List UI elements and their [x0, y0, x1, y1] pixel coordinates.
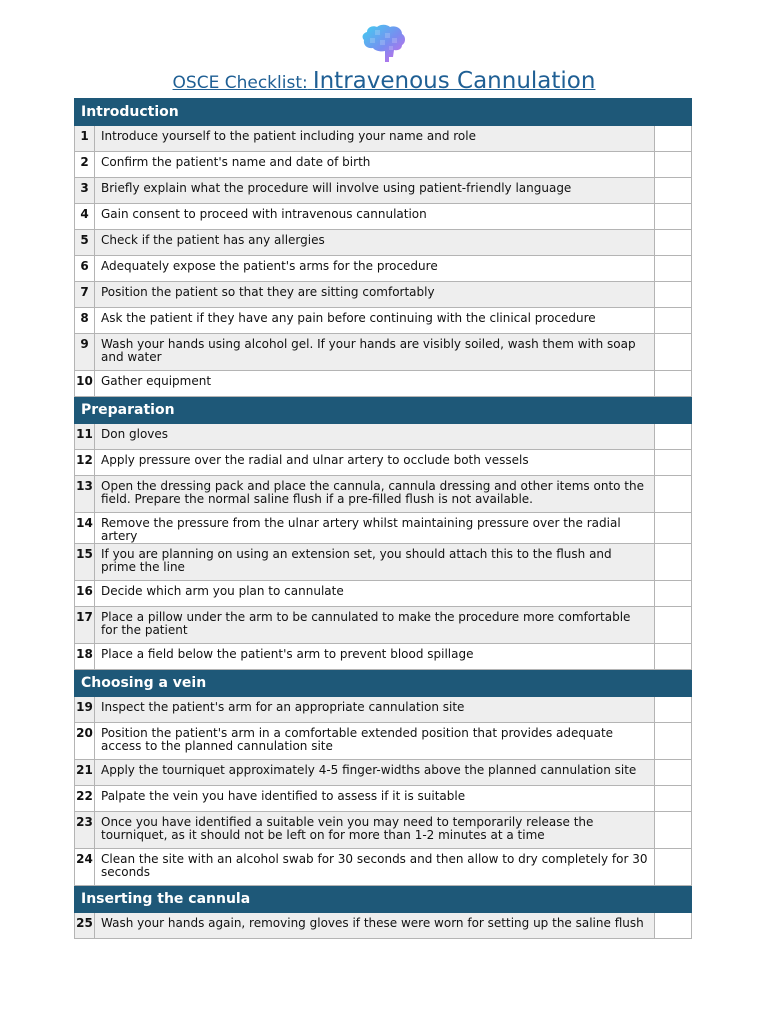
item-number: 17	[75, 607, 95, 644]
checklist-row	[75, 204, 692, 230]
checklist-row	[75, 644, 692, 670]
item-text: Introduce yourself to the patient including your name and role	[95, 126, 655, 152]
item-text: Apply pressure over the radial and ulnar artery to occlude both vessels	[95, 450, 655, 476]
checklist-table	[74, 98, 692, 939]
item-text: Gather equipment	[95, 371, 655, 397]
section-header	[75, 670, 692, 697]
score-checkbox[interactable]	[655, 812, 692, 849]
item-number: 20	[75, 723, 95, 760]
item-text: Place a field below the patient's arm to prevent blood spillage	[95, 644, 655, 670]
item-number: 13	[75, 476, 95, 513]
score-checkbox[interactable]	[655, 282, 692, 308]
score-checkbox[interactable]	[655, 697, 692, 723]
score-checkbox[interactable]	[655, 786, 692, 812]
item-number: 24	[75, 849, 95, 886]
item-text: Clean the site with an alcohol swab for 30 seconds and then allow to dry completely for 30 seconds	[95, 849, 655, 886]
checklist-row	[75, 256, 692, 282]
item-text: Inspect the patient's arm for an appropriate cannulation site	[95, 697, 655, 723]
section-header	[75, 886, 692, 913]
score-checkbox[interactable]	[655, 371, 692, 397]
item-text: Apply the tourniquet approximately 4-5 finger-widths above the planned cannulation site	[95, 760, 655, 786]
score-checkbox[interactable]	[655, 544, 692, 581]
score-checkbox[interactable]	[655, 849, 692, 886]
item-number: 16	[75, 581, 95, 607]
score-checkbox[interactable]	[655, 723, 692, 760]
item-number: 22	[75, 786, 95, 812]
item-number: 1	[75, 126, 95, 152]
item-text: Confirm the patient's name and date of birth	[95, 152, 655, 178]
item-text: Remove the pressure from the ulnar artery whilst maintaining pressure over the radial artery	[95, 513, 655, 544]
section-header	[75, 99, 692, 126]
checklist-row	[75, 849, 692, 886]
item-number: 2	[75, 152, 95, 178]
item-number: 6	[75, 256, 95, 282]
checklist-row	[75, 513, 692, 544]
item-text: Briefly explain what the procedure will involve using patient-friendly language	[95, 178, 655, 204]
item-number: 21	[75, 760, 95, 786]
checklist-row	[75, 308, 692, 334]
checklist-row	[75, 476, 692, 513]
item-text: Check if the patient has any allergies	[95, 230, 655, 256]
checklist-row	[75, 581, 692, 607]
score-checkbox[interactable]	[655, 178, 692, 204]
item-number: 4	[75, 204, 95, 230]
item-text: Place a pillow under the arm to be cannulated to make the procedure more comfortable for the patient	[95, 607, 655, 644]
item-number: 11	[75, 424, 95, 450]
item-number: 19	[75, 697, 95, 723]
item-number: 12	[75, 450, 95, 476]
item-text: Adequately expose the patient's arms for the procedure	[95, 256, 655, 282]
item-text: If you are planning on using an extension set, you should attach this to the flush and prime the line	[95, 544, 655, 581]
item-text: Once you have identified a suitable vein you may need to temporarily release the tourniquet, as it should not be left on for more than 1-2 minutes at a time	[95, 812, 655, 849]
item-text: Gain consent to proceed with intravenous cannulation	[95, 204, 655, 230]
checklist-row	[75, 334, 692, 371]
score-checkbox[interactable]	[655, 644, 692, 670]
item-text: Wash your hands using alcohol gel. If your hands are visibly soiled, wash them with soap and water	[95, 334, 655, 371]
item-number: 14	[75, 513, 95, 544]
item-number: 5	[75, 230, 95, 256]
score-checkbox[interactable]	[655, 204, 692, 230]
score-checkbox[interactable]	[655, 513, 692, 544]
item-number: 15	[75, 544, 95, 581]
brain-logo-icon	[361, 24, 407, 64]
checklist-row	[75, 230, 692, 256]
score-checkbox[interactable]	[655, 760, 692, 786]
score-checkbox[interactable]	[655, 450, 692, 476]
checklist-row	[75, 786, 692, 812]
score-checkbox[interactable]	[655, 476, 692, 513]
score-checkbox[interactable]	[655, 126, 692, 152]
checklist-row	[75, 812, 692, 849]
score-checkbox[interactable]	[655, 334, 692, 371]
item-number: 3	[75, 178, 95, 204]
checklist-row	[75, 371, 692, 397]
checklist-row	[75, 178, 692, 204]
checklist-row	[75, 152, 692, 178]
checklist-row	[75, 607, 692, 644]
section-title: Introduction	[75, 99, 692, 126]
item-number: 7	[75, 282, 95, 308]
title-main: Intravenous Cannulation	[312, 68, 596, 94]
page-title	[0, 68, 768, 94]
section-title: Preparation	[75, 397, 692, 424]
score-checkbox[interactable]	[655, 152, 692, 178]
item-number: 18	[75, 644, 95, 670]
item-text: Decide which arm you plan to cannulate	[95, 581, 655, 607]
item-number: 23	[75, 812, 95, 849]
item-text: Open the dressing pack and place the cannula, cannula dressing and other items onto the field. Prepare the normal saline flush if a pre-filled flush is not available.	[95, 476, 655, 513]
checklist-row	[75, 697, 692, 723]
item-text: Position the patient so that they are sitting comfortably	[95, 282, 655, 308]
checklist-row	[75, 450, 692, 476]
checklist-row	[75, 424, 692, 450]
checklist-row	[75, 126, 692, 152]
score-checkbox[interactable]	[655, 256, 692, 282]
item-number: 8	[75, 308, 95, 334]
section-title: Inserting the cannula	[75, 886, 692, 913]
score-checkbox[interactable]	[655, 607, 692, 644]
item-number: 9	[75, 334, 95, 371]
score-checkbox[interactable]	[655, 913, 692, 939]
checklist-row	[75, 282, 692, 308]
item-text: Wash your hands again, removing gloves if these were worn for setting up the saline flush	[95, 913, 655, 939]
section-title: Choosing a vein	[75, 670, 692, 697]
score-checkbox[interactable]	[655, 581, 692, 607]
item-number: 25	[75, 913, 95, 939]
score-checkbox[interactable]	[655, 230, 692, 256]
title-prefix: OSCE Checklist:	[172, 73, 308, 93]
section-header	[75, 397, 692, 424]
checklist-row	[75, 723, 692, 760]
item-text: Ask the patient if they have any pain before continuing with the clinical procedure	[95, 308, 655, 334]
item-number: 10	[75, 371, 95, 397]
checklist-row	[75, 760, 692, 786]
score-checkbox[interactable]	[655, 308, 692, 334]
score-checkbox[interactable]	[655, 424, 692, 450]
item-text: Don gloves	[95, 424, 655, 450]
item-text: Palpate the vein you have identified to assess if it is suitable	[95, 786, 655, 812]
item-text: Position the patient's arm in a comfortable extended position that provides adequate access to the planned cannulation site	[95, 723, 655, 760]
checklist-row	[75, 913, 692, 939]
checklist-row	[75, 544, 692, 581]
